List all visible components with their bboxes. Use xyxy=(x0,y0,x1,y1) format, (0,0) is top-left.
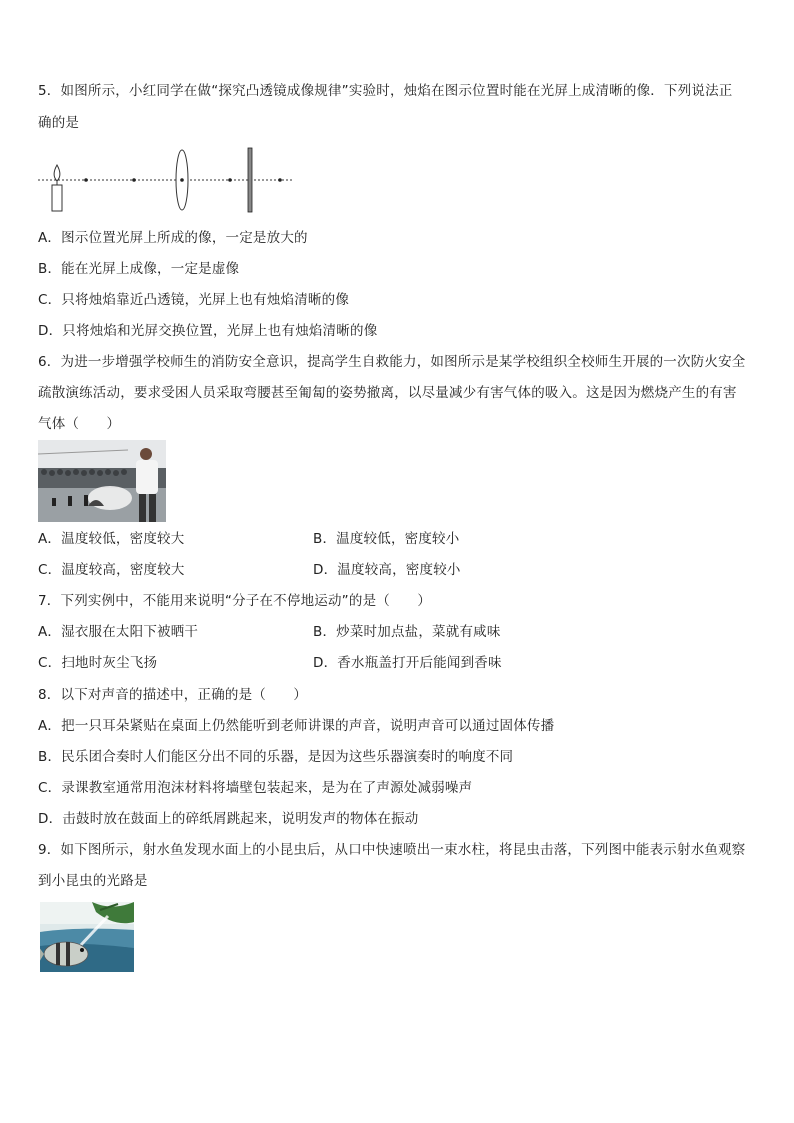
q5-option-c: C．只将烛焰靠近凸透镜，光屏上也有烛焰清晰的像 xyxy=(38,292,350,308)
q8-option-c: C．录课教室通常用泡沫材料将墙壁包装起来，是为在了声源处减弱噪声 xyxy=(38,780,473,796)
q7-stem-line1: 7．下列实例中，不能用来说明“分子在不停地运动”的是（ ） xyxy=(38,593,432,609)
q7-option-a: A．湿衣服在太阳下被晒干 xyxy=(38,624,199,640)
light-screen-icon xyxy=(248,148,252,212)
q5-option-b: B．能在光屏上成像，一定是虚像 xyxy=(38,261,240,277)
axis-point xyxy=(228,178,232,182)
q6-option-d: D．温度较高，密度较小 xyxy=(313,562,461,578)
q8-option-b: B．民乐团合奏时人们能区分出不同的乐器，是因为这些乐器演奏时的响度不同 xyxy=(38,749,514,765)
axis-point xyxy=(132,178,136,182)
lens-center-point xyxy=(180,178,184,182)
q7-option-d: D．香水瓶盖打开后能闻到香味 xyxy=(313,655,502,671)
q7-option-b: B．炒菜时加点盐，菜就有咸味 xyxy=(313,624,501,640)
q5-stem-line2: 确的是 xyxy=(38,115,80,131)
q6-stem-line2: 疏散演练活动，要求受困人员采取弯腰甚至匍匐的姿势撤离，以尽量减少有害气体的吸入。这是因为燃烧产生的有害 xyxy=(38,385,737,401)
axis-point xyxy=(84,178,88,182)
q6-stem-line3: 气体（ ） xyxy=(38,416,121,432)
q8-option-a: A．把一只耳朵紧贴在桌面上仍然能听到老师讲课的声音，说明声音可以通过固体传播 xyxy=(38,718,555,734)
q9-stem-line2: 到小昆虫的光路是 xyxy=(38,873,148,889)
q7-option-c: C．扫地时灰尘飞扬 xyxy=(38,655,158,671)
candle-icon xyxy=(52,165,62,211)
q6-option-c: C．温度较高，密度较大 xyxy=(38,562,185,578)
q6-stem-line1: 6．为进一步增强学校师生的消防安全意识，提高学生自救能力，如图所示是某学校组织全校师生开展的一次防火安全 xyxy=(38,354,746,370)
q5-option-a: A．图示位置光屏上所成的像，一定是放大的 xyxy=(38,230,308,246)
q9-stem-line1: 9．如下图所示，射水鱼发现水面上的小昆虫后，从口中快速喷出一束水柱，将昆虫击落，下列图中能表示射水鱼观察 xyxy=(38,842,746,858)
lens-experiment-figure xyxy=(36,145,298,215)
fire-drill-photo xyxy=(38,440,166,522)
q8-option-d: D．击鼓时放在鼓面上的碎纸屑跳起来，说明发声的物体在振动 xyxy=(38,811,419,827)
q5-option-d: D．只将烛焰和光屏交换位置，光屏上也有烛焰清晰的像 xyxy=(38,323,378,339)
q5-stem-line1: 5．如图所示，小红同学在做“探究凸透镜成像规律”实验时，烛焰在图示位置时能在光屏上成清晰的像．下列说法正 xyxy=(38,83,733,99)
q8-stem-line1: 8．以下对声音的描述中，正确的是（ ） xyxy=(38,687,308,703)
q6-option-b: B．温度较低，密度较小 xyxy=(313,531,460,547)
axis-point xyxy=(278,178,282,182)
archerfish-photo xyxy=(40,902,134,972)
q6-option-a: A．温度较低，密度较大 xyxy=(38,531,185,547)
